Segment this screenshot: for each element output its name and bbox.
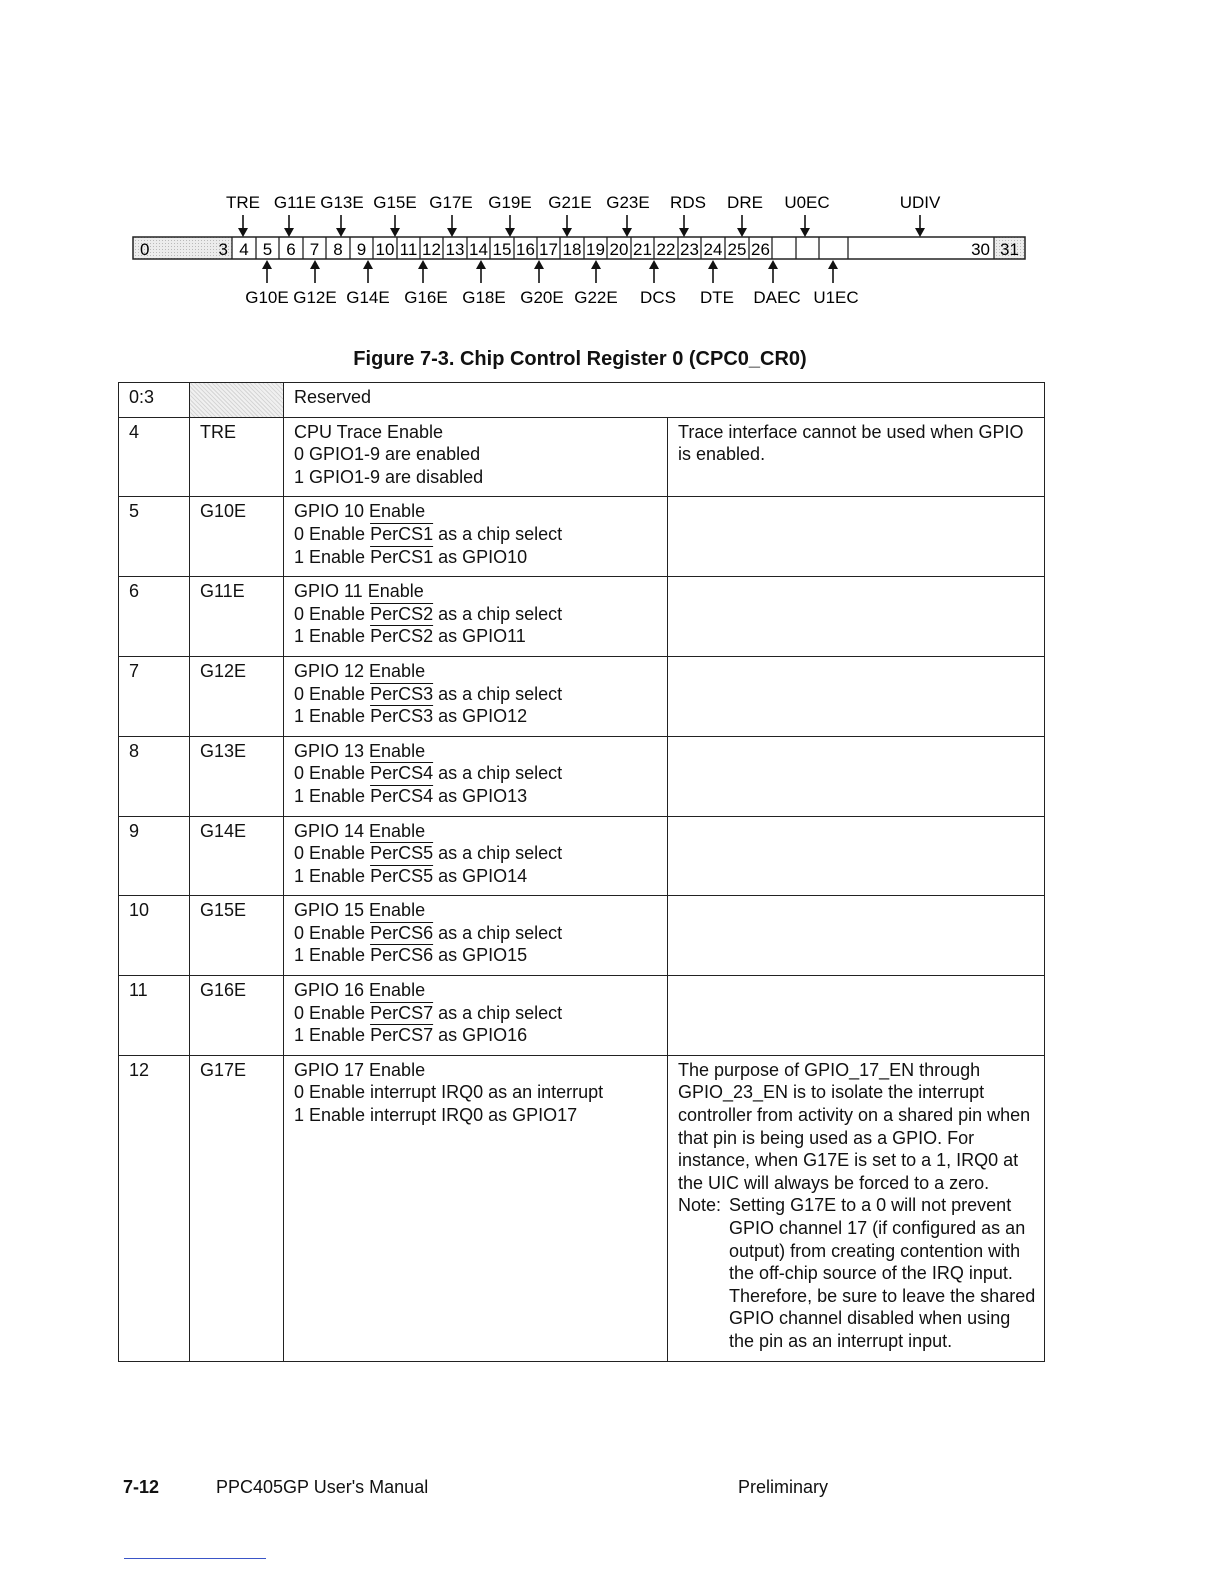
field-label: G14E — [346, 288, 390, 307]
arrow-head — [534, 260, 544, 269]
arrow-head — [476, 260, 486, 269]
field-note — [668, 577, 1045, 657]
description-title: GPIO 16 Enable — [294, 980, 426, 1001]
field-label: RDS — [670, 193, 706, 212]
field-description — [284, 656, 668, 736]
arrow-head — [591, 260, 601, 269]
field-label: G21E — [548, 193, 592, 212]
field-label: DAEC — [753, 288, 801, 307]
field-note: The purpose of GPIO_17_EN through GPIO_23_EN is to isolate the interrupt controller from activity on a shared pin when that pin is being used as a GPIO. For instance, when G17E is set to a 1, IRQ0 at the UIC will always be forced to a zero. Note: Setting G17E to a 0 will not prevent GPIO channel 17 (if configured as an output) from creating contention with the off-chip source of the IRQ input. Therefore, be sure to leave the shared GPIO channel disabled when using the pin as an interrupt input. — [668, 1055, 1045, 1361]
register-row — [119, 896, 1045, 976]
arrow-head — [768, 260, 778, 269]
arrow-head — [390, 228, 400, 237]
description-line: 1 Enable PerCS3 as GPIO12 — [294, 706, 528, 727]
description-title: GPIO 12 Enable — [294, 660, 426, 681]
arrow-head — [310, 260, 320, 269]
overlined-signal: PerCS5 — [370, 843, 434, 864]
description-line: 1 Enable PerCS7 as GPIO16 — [294, 1025, 528, 1046]
bit-range: 9 — [119, 816, 190, 896]
note-body: Setting G17E to a 0 will not prevent GPIO channel 17 (if configured as an output) from creating contention with the off-chip source of the IRQ input. Therefore, be sure to leave the shared GPIO channel disabled when using the pin as an interrupt input. — [729, 1195, 1036, 1351]
description-title: GPIO 13 Enable — [294, 740, 426, 761]
field-label: DTE — [700, 288, 734, 307]
description-line: 0 Enable PerCS3 as a chip select — [294, 683, 563, 704]
overlined-signal: PerCS4 — [370, 763, 434, 784]
field-note — [668, 656, 1045, 736]
field-label: G22E — [574, 288, 618, 307]
field-name: G13E — [190, 736, 284, 816]
overlined-signal: PerCS1 — [370, 523, 434, 544]
register-row — [119, 816, 1045, 896]
field-description — [284, 736, 668, 816]
arrow-head — [649, 260, 659, 269]
field-name: G10E — [190, 497, 284, 577]
description-line: 1 Enable PerCS1 as GPIO10 — [294, 546, 528, 567]
description-line: 1 Enable interrupt IRQ0 as GPIO17 — [294, 1105, 578, 1126]
bit-number: 12 — [422, 240, 441, 259]
field-name: G12E — [190, 656, 284, 736]
field-note — [668, 896, 1045, 976]
bit-number: 9 — [356, 240, 367, 259]
overlined-signal: PerCS6 — [370, 922, 434, 943]
register-row — [119, 656, 1045, 736]
bit-range: 8 — [119, 736, 190, 816]
divider — [124, 1558, 266, 1559]
arrow-head — [828, 260, 838, 269]
bit-number: 25 — [727, 240, 747, 259]
overlined-signal: PerCS7 — [370, 1025, 434, 1046]
description-title: GPIO 15 Enable — [294, 900, 426, 921]
field-label: G11E — [273, 193, 317, 212]
arrow-head — [679, 228, 689, 237]
register-row — [119, 1055, 1045, 1361]
bit-number: 26 — [751, 240, 770, 259]
field-label: G23E — [606, 193, 650, 212]
overlined-signal: PerCS1 — [370, 546, 434, 567]
description-title: CPU Trace Enable — [294, 421, 444, 442]
bit-range: 7 — [119, 656, 190, 736]
register-row — [119, 383, 1045, 418]
arrow-head — [262, 260, 272, 269]
field-description — [284, 577, 668, 657]
overlined-signal: PerCS2 — [370, 603, 434, 624]
field-description — [284, 497, 668, 577]
arrow-head — [284, 228, 294, 237]
overlined-signal: PerCS3 — [370, 683, 434, 704]
arrow-head — [562, 228, 572, 237]
arrow-head — [336, 228, 346, 237]
register-row — [119, 417, 1045, 497]
bit-number: 11 — [399, 240, 418, 259]
field-label: G18E — [462, 288, 506, 307]
manual-title: PPC405GP User's Manual — [216, 1477, 429, 1497]
bit-number: 14 — [469, 240, 488, 259]
field-description — [284, 383, 1045, 418]
figure-caption: Figure 7-3. Chip Control Register 0 (CPC0_CR0) — [353, 348, 807, 370]
field-note — [668, 497, 1045, 577]
arrow-head — [737, 228, 747, 237]
field-description — [284, 417, 668, 497]
bit-number: 7 — [309, 240, 320, 259]
arrow-head — [418, 260, 428, 269]
field-description — [284, 976, 668, 1056]
field-label: G16E — [404, 288, 448, 307]
field-name: G11E — [190, 577, 284, 657]
field-label: G20E — [520, 288, 564, 307]
overlined-signal: PerCS6 — [370, 945, 434, 966]
field-label: U0EC — [784, 193, 830, 212]
field-name: G15E — [190, 896, 284, 976]
field-label: G10E — [245, 288, 289, 307]
arrow-head — [505, 228, 515, 237]
note-label: Note: — [678, 1195, 722, 1216]
bit-number: 13 — [445, 240, 465, 259]
bit-number: 17 — [539, 240, 558, 259]
description-line: 0 Enable interrupt IRQ0 as an interrupt — [294, 1082, 604, 1103]
field-description — [284, 896, 668, 976]
bit-number: 23 — [680, 240, 699, 259]
bit-number: 31 — [1000, 240, 1019, 259]
bit-range: 10 — [119, 896, 190, 976]
register-bit-diagram — [0, 0, 1224, 330]
bit-range: 4 — [119, 417, 190, 497]
description-line: 1 Enable PerCS2 as GPIO11 — [294, 626, 526, 647]
field-description — [284, 1055, 668, 1361]
overlined-signal: PerCS5 — [370, 865, 434, 886]
bit-number: 4 — [239, 240, 249, 259]
bit-number: 16 — [516, 240, 535, 259]
arrow-head — [363, 260, 373, 269]
bit-number: 10 — [375, 240, 395, 259]
description-title: GPIO 10 Enable — [294, 501, 426, 522]
description-line: 1 Enable PerCS6 as GPIO15 — [294, 945, 528, 966]
overlined-signal: PerCS3 — [370, 706, 434, 727]
field-description — [284, 816, 668, 896]
field-name — [190, 383, 284, 418]
bit-number: 21 — [633, 240, 652, 259]
bit-number: 30 — [971, 240, 990, 259]
field-label: U1EC — [813, 288, 859, 307]
arrow-head — [238, 228, 248, 237]
register-row — [119, 497, 1045, 577]
field-name: G14E — [190, 816, 284, 896]
arrow-head — [800, 228, 810, 237]
description-line: 1 Enable PerCS5 as GPIO14 — [294, 865, 528, 886]
field-label: DCS — [640, 288, 676, 307]
field-label: G15E — [373, 193, 417, 212]
bit-number: 15 — [492, 240, 512, 259]
description-line: 0 Enable PerCS1 as a chip select — [294, 523, 563, 544]
bit-number: 5 — [262, 240, 273, 259]
description-line: 0 Enable PerCS7 as a chip select — [294, 1002, 563, 1023]
bit-range: 5 — [119, 497, 190, 577]
arrow-head — [915, 228, 925, 237]
bit-number: 24 — [703, 240, 723, 259]
arrow-head — [447, 228, 457, 237]
field-label: UDIV — [899, 193, 941, 212]
bit-number: 0 — [140, 240, 150, 259]
overlined-signal: PerCS7 — [370, 1002, 434, 1023]
field-label: G17E — [429, 193, 473, 212]
field-label: DRE — [727, 193, 763, 212]
bit-number: 8 — [333, 240, 343, 259]
field-name: TRE — [190, 417, 284, 497]
overlined-signal: PerCS2 — [370, 626, 434, 647]
field-note: Trace interface cannot be used when GPIO is enabled. — [668, 417, 1045, 497]
description-line: 0 Enable PerCS6 as a chip select — [294, 922, 563, 943]
bit-number: 6 — [286, 240, 296, 259]
arrow-head — [622, 228, 632, 237]
field-name: G17E — [190, 1055, 284, 1361]
field-label: G12E — [293, 288, 337, 307]
field-name: G16E — [190, 976, 284, 1056]
bit-range: 6 — [119, 577, 190, 657]
register-row — [119, 976, 1045, 1056]
document-status: Preliminary — [738, 1477, 829, 1497]
description-line: 0 Enable PerCS5 as a chip select — [294, 843, 563, 864]
page-number: 7-12 — [123, 1477, 160, 1497]
arrow-head — [708, 260, 718, 269]
bit-number: 20 — [609, 240, 629, 259]
bit-number: 18 — [562, 240, 582, 259]
bit-number: 22 — [656, 240, 676, 259]
description-line: 1 Enable PerCS4 as GPIO13 — [294, 785, 528, 806]
field-label: G13E — [320, 193, 364, 212]
description-title: GPIO 11 Enable — [294, 581, 424, 602]
field-label: TRE — [226, 193, 260, 212]
description-title: Reserved — [294, 387, 372, 407]
register-row — [119, 577, 1045, 657]
field-label: G19E — [488, 193, 532, 212]
description-line: 0 Enable PerCS2 as a chip select — [294, 603, 563, 624]
field-note — [668, 816, 1045, 896]
description-line: 0 GPIO1-9 are enabled — [294, 444, 481, 465]
overlined-signal: PerCS4 — [370, 785, 434, 806]
register-row — [119, 736, 1045, 816]
description-title: GPIO 17 Enable — [294, 1059, 426, 1080]
description-title: GPIO 14 Enable — [294, 820, 426, 841]
description-line: 1 GPIO1-9 are disabled — [294, 466, 484, 487]
bit-range: 11 — [119, 976, 190, 1056]
bit-range: 0:3 — [119, 383, 190, 418]
description-line: 0 Enable PerCS4 as a chip select — [294, 763, 563, 784]
field-note — [668, 976, 1045, 1056]
field-note — [668, 736, 1045, 816]
bit-number: 3 — [218, 240, 228, 259]
bit-range: 12 — [119, 1055, 190, 1361]
register-field-table — [118, 382, 1045, 1362]
bit-number: 19 — [586, 240, 605, 259]
